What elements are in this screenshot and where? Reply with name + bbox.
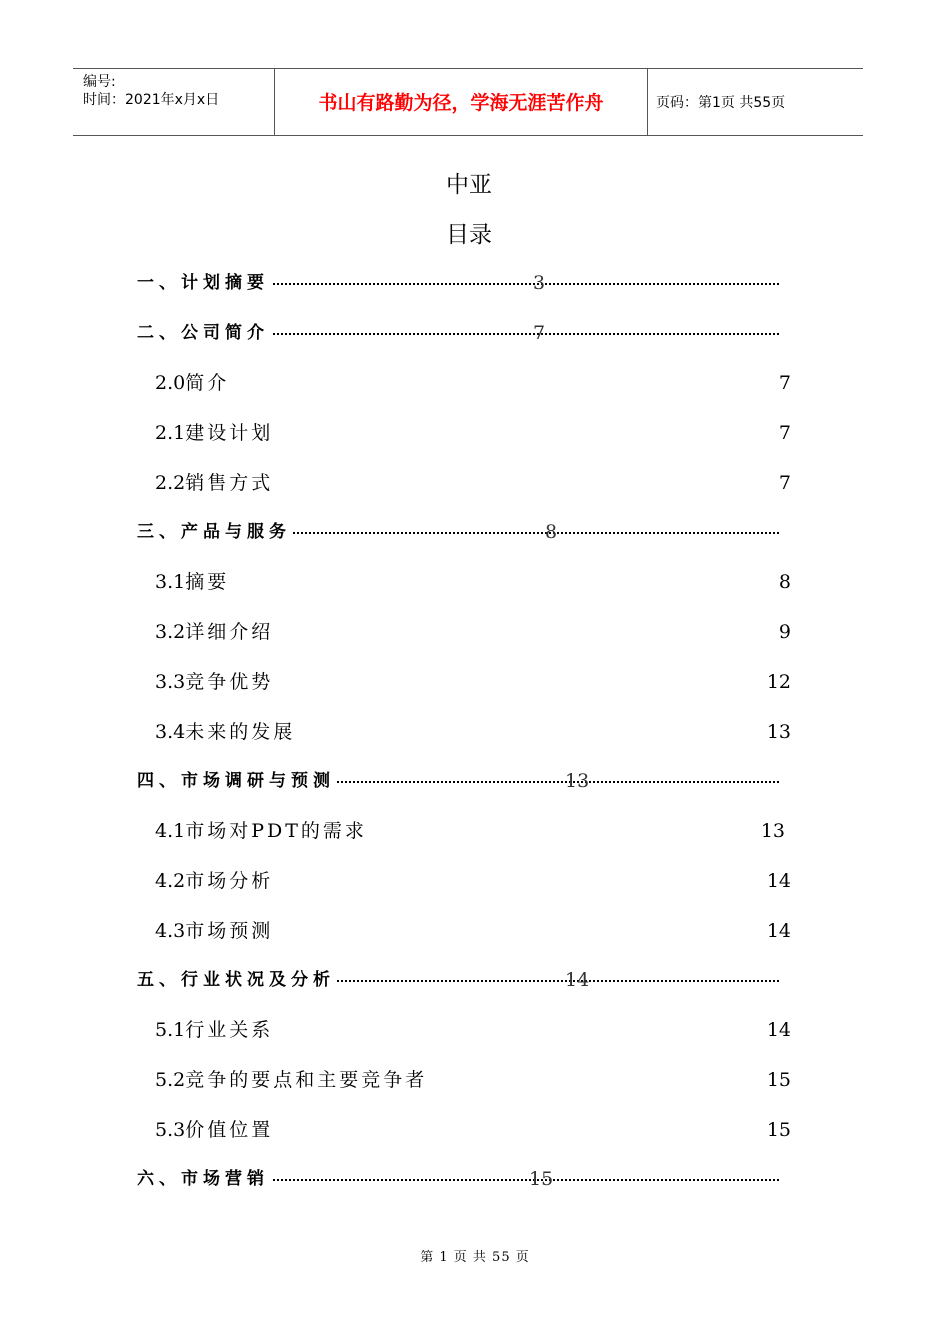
toc-subsection-label: 4.2市场分析 <box>155 870 274 892</box>
toc-page-number: 12 <box>766 671 791 693</box>
toc-subsection-label: 5.2竞争的要点和主要竞争者 <box>155 1069 428 1091</box>
toc-subsection-label: 3.2详细介绍 <box>155 621 274 643</box>
number-label: 编号: <box>83 74 116 90</box>
toc-section-label: 五、行业状况及分析 <box>137 966 337 994</box>
toc-entry-5-1[interactable] <box>155 1016 791 1044</box>
toc-entry-section-4[interactable] <box>137 767 779 795</box>
toc-subsection-label: 3.1摘要 <box>155 571 230 593</box>
toc-subsection-label: 5.1行业关系 <box>155 1019 274 1041</box>
toc-entry-5-3[interactable] <box>155 1116 791 1144</box>
toc-subsection-label: 5.3价值位置 <box>155 1119 274 1141</box>
toc-page-number: 15 <box>766 1069 791 1091</box>
toc-entry-2-2[interactable] <box>155 469 791 497</box>
toc-entry-2-1[interactable] <box>155 419 791 447</box>
toc-title: 目录 <box>446 222 492 248</box>
toc-entry-3-2[interactable] <box>155 618 791 646</box>
toc-entry-section-3[interactable] <box>137 518 779 546</box>
toc-entry-4-2[interactable] <box>155 867 791 895</box>
toc-entry-4-1[interactable] <box>155 817 785 845</box>
toc-entry-3-1[interactable] <box>155 568 791 596</box>
toc-page-number: 14 <box>766 870 791 892</box>
toc-subsection-label: 4.3市场预测 <box>155 920 274 942</box>
toc-entry-section-5[interactable] <box>137 966 779 994</box>
toc-section-label: 三、产品与服务 <box>137 518 293 546</box>
toc-entry-2-0[interactable] <box>155 369 791 397</box>
motto-text: 书山有路勤为径，学海无涯苦作舟 <box>318 92 604 114</box>
toc-entry-5-2[interactable] <box>155 1066 791 1094</box>
toc-page-number: 9 <box>778 621 791 643</box>
toc-page-number: 3 <box>533 272 546 294</box>
toc-page-number: 7 <box>778 422 791 444</box>
toc-page-number: 13 <box>565 770 590 792</box>
toc-entry-3-3[interactable] <box>155 668 791 696</box>
toc-page-number: 14 <box>565 969 590 991</box>
toc-page-number: 15 <box>529 1168 554 1190</box>
toc-subsection-label: 3.4未来的发展 <box>155 721 296 743</box>
toc-subsection-label: 2.1建设计划 <box>155 422 274 444</box>
toc-subsection-label: 2.0简介 <box>155 372 230 394</box>
toc-section-label: 四、市场调研与预测 <box>137 767 337 795</box>
toc-section-label: 二、公司简介 <box>137 319 271 347</box>
toc-page-number: 8 <box>778 571 791 593</box>
toc-page-number: 14 <box>766 920 791 942</box>
toc-subsection-label: 4.1市场对PDT的需求 <box>155 820 367 842</box>
page-info: 页码：第1页 共55页 <box>656 95 786 111</box>
toc-entry-3-4[interactable] <box>155 718 791 746</box>
toc-page-number: 14 <box>766 1019 791 1041</box>
toc-page-number: 13 <box>766 721 791 743</box>
toc-page-number: 7 <box>778 472 791 494</box>
toc-subsection-label: 3.3竞争优势 <box>155 671 274 693</box>
toc-entry-section-2[interactable] <box>137 319 779 347</box>
toc-section-label: 六、市场营销 <box>137 1165 271 1193</box>
toc-page-number: 13 <box>760 820 785 842</box>
toc-page-number: 8 <box>545 521 558 543</box>
company-title: 中亚 <box>446 172 492 198</box>
page-footer: 第 1 页 共 55 页 <box>420 1250 530 1265</box>
toc-page-number: 7 <box>533 322 546 344</box>
toc-entry-section-1[interactable] <box>137 269 779 297</box>
toc-section-label: 一、计划摘要 <box>137 269 271 297</box>
toc-page-number: 7 <box>778 372 791 394</box>
toc-entry-section-6[interactable] <box>137 1165 779 1193</box>
toc-entry-4-3[interactable] <box>155 917 791 945</box>
toc-page-number: 15 <box>766 1119 791 1141</box>
toc-subsection-label: 2.2销售方式 <box>155 472 274 494</box>
time-label: 时间：2021年x月x日 <box>83 92 220 108</box>
